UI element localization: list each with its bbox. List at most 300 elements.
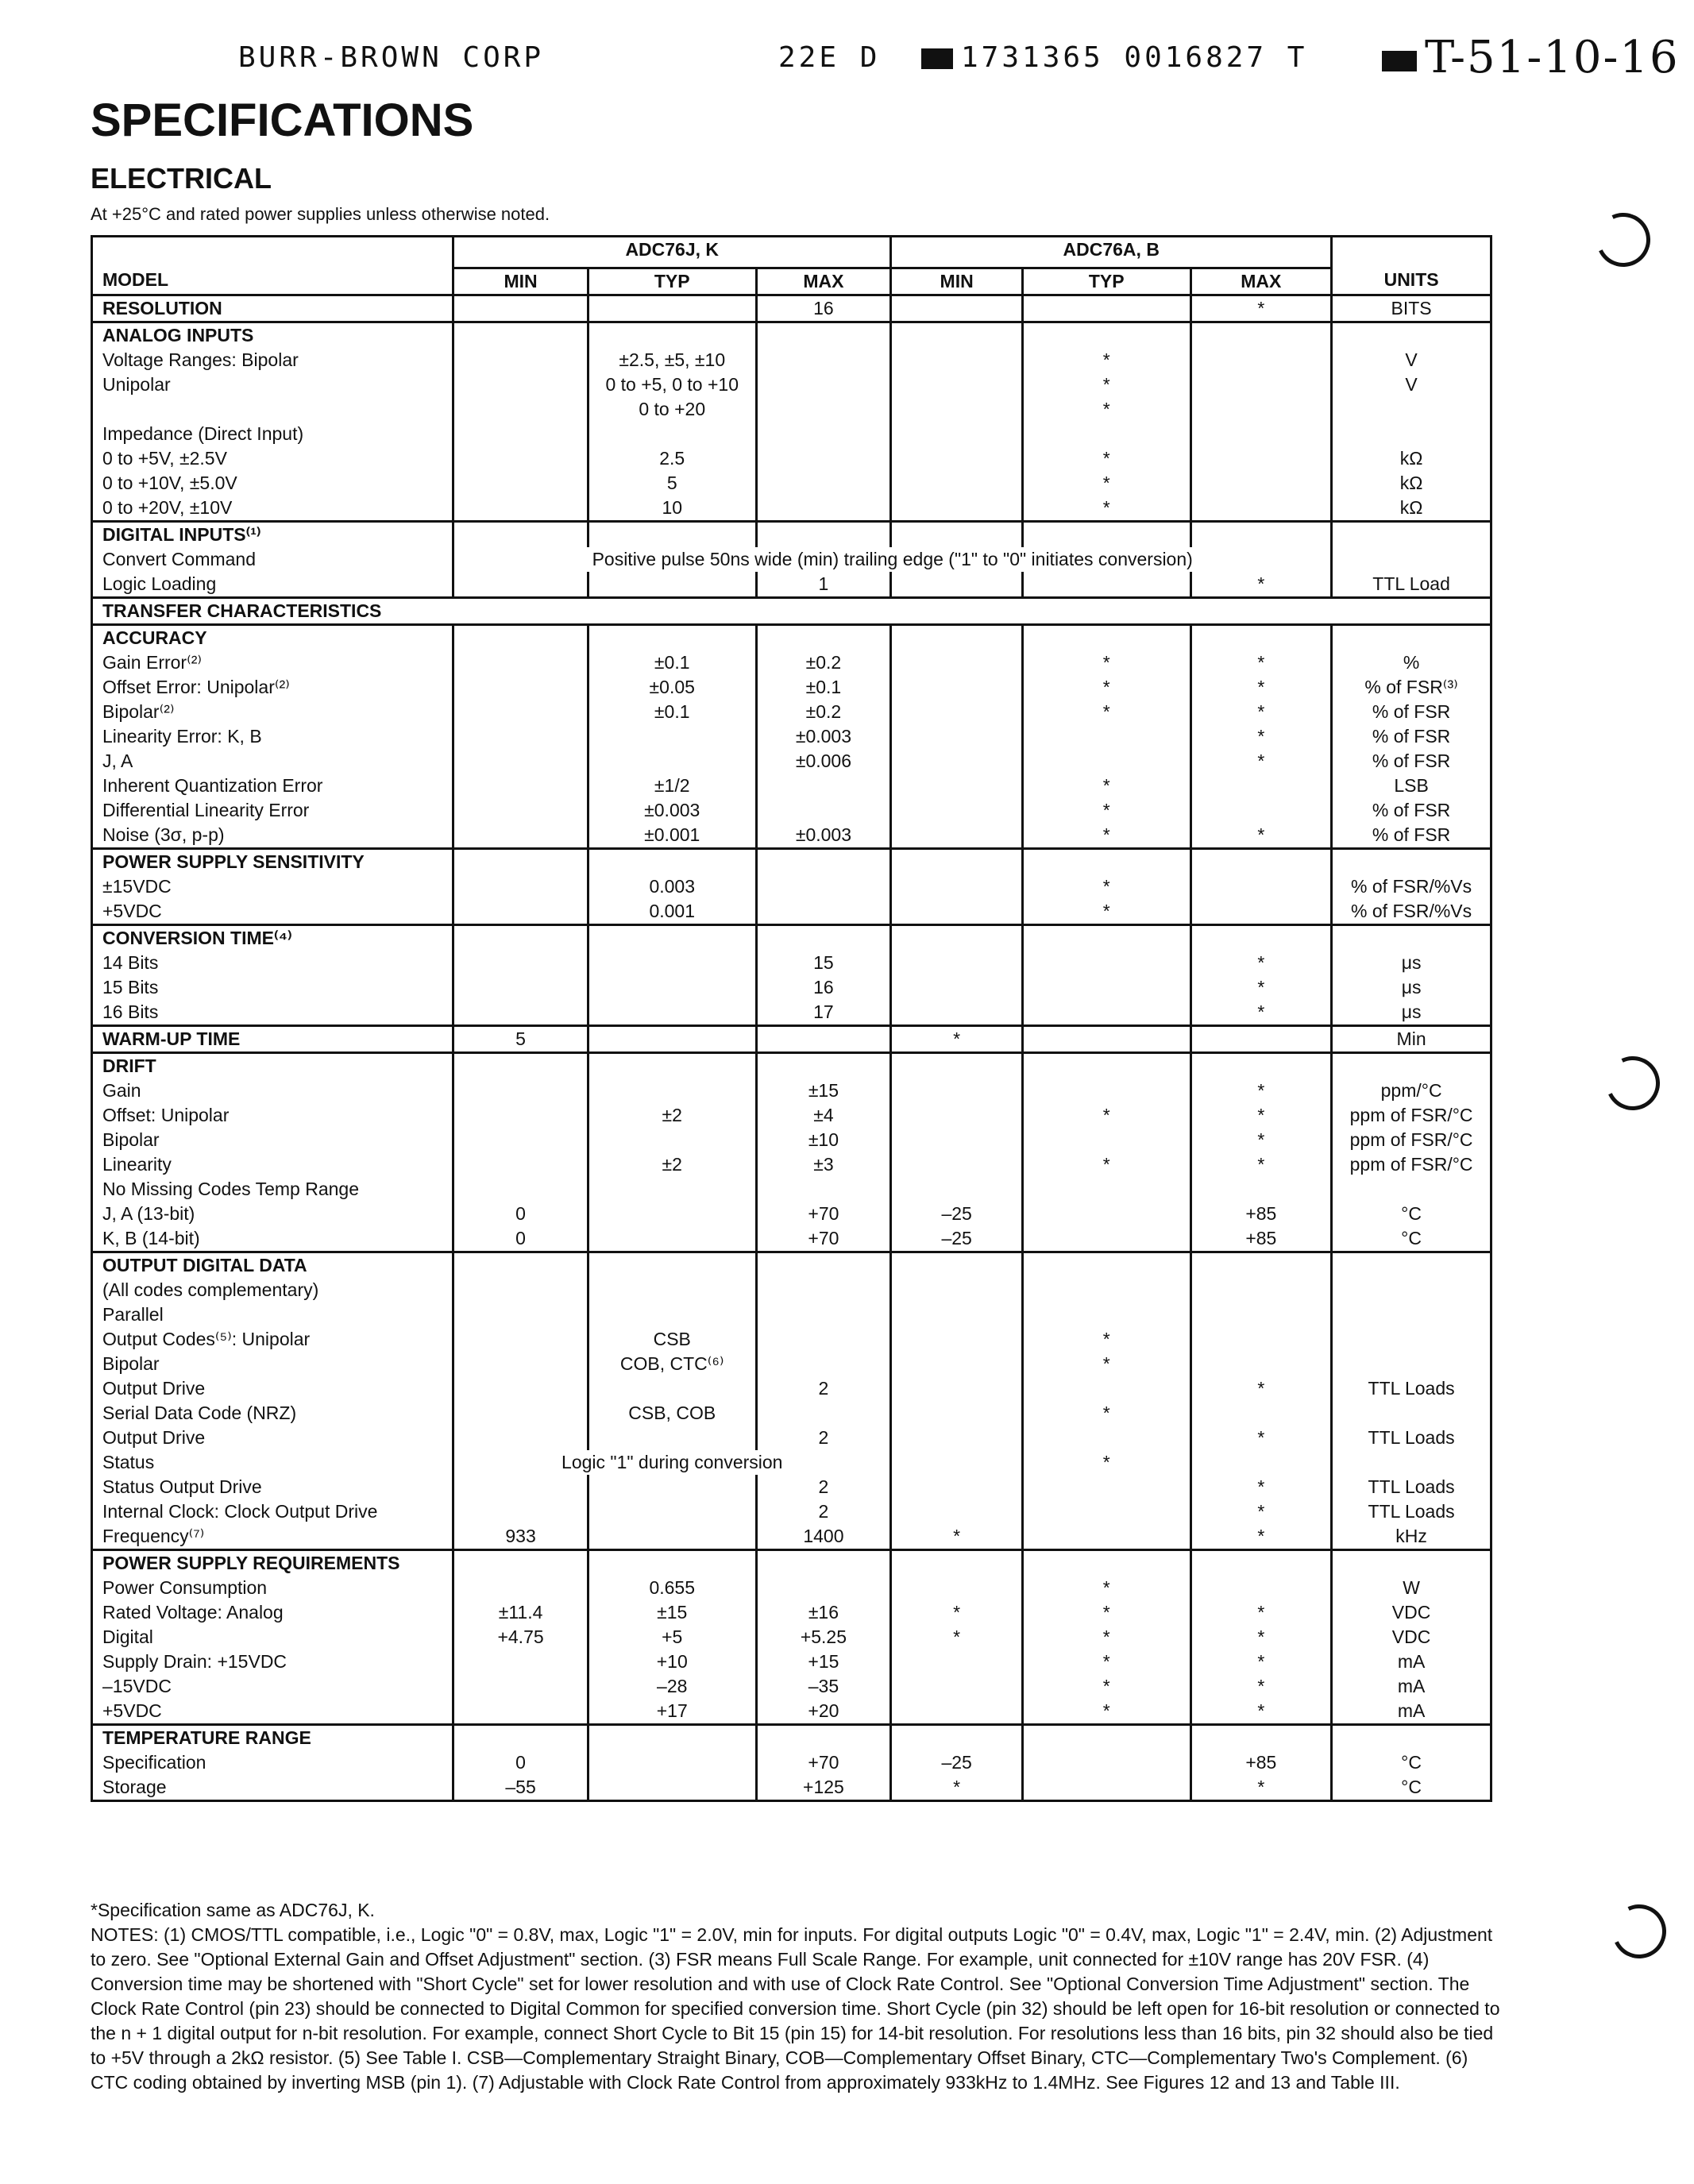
table-row (92, 1401, 1491, 1426)
row-label: Noise (3σ, p-p) (92, 823, 453, 849)
cell-value: W (1332, 1576, 1491, 1600)
cell-value: BITS (1332, 295, 1491, 322)
cell-value: +70 (756, 1202, 891, 1226)
cell-value: % of FSR (1332, 700, 1491, 724)
cell-value: ±2 (588, 1103, 756, 1128)
table-row (92, 1699, 1491, 1725)
cell-value: –25 (891, 1226, 1023, 1252)
cell-value: * (1022, 1600, 1190, 1625)
table-row (92, 700, 1491, 724)
cell-value: * (1190, 1152, 1332, 1177)
table-row (92, 372, 1491, 397)
cell-value: μs (1332, 1000, 1491, 1026)
table-row (92, 1475, 1491, 1499)
cell-value: * (1190, 675, 1332, 700)
handwritten-code: T-51-10-16 (1382, 32, 1680, 83)
cell-value: * (891, 1775, 1023, 1801)
cell-value: * (1022, 348, 1190, 372)
column-header: TYP (588, 268, 756, 295)
cell-value: °C (1332, 1775, 1491, 1801)
cell-value: * (1190, 572, 1332, 598)
cell-value: ±3 (756, 1152, 891, 1177)
table-row (92, 471, 1491, 496)
cell-value: +85 (1190, 1750, 1332, 1775)
cell-value: +70 (756, 1750, 891, 1775)
cell-value: 15 (756, 951, 891, 975)
table-row (92, 295, 1491, 322)
cell-value: * (1022, 823, 1190, 849)
table-row (92, 1674, 1491, 1699)
catalog-code (921, 41, 1307, 74)
cell-value: 5 (453, 1025, 588, 1052)
notes-block (91, 1898, 1504, 2095)
row-label: 0 to +20V, ±10V (92, 496, 453, 522)
cell-value: * (1190, 749, 1332, 774)
table-row (92, 924, 1491, 951)
row-label: Power Consumption (92, 1576, 453, 1600)
cell-value: ppm of FSR/°C (1332, 1103, 1491, 1128)
cell-value: 0.003 (588, 874, 756, 899)
cell-value: * (1022, 1327, 1190, 1352)
row-label: Bipolar (92, 1128, 453, 1152)
cell-value: 1 (756, 572, 891, 598)
table-row (92, 650, 1491, 675)
cell-value: 2 (756, 1376, 891, 1401)
cell-value: 1400 (756, 1524, 891, 1550)
table-row (92, 1426, 1491, 1450)
cell-value: ±0.1 (588, 700, 756, 724)
table-row (92, 1302, 1491, 1327)
table-bottom (92, 1800, 1491, 1802)
cell-value: μs (1332, 951, 1491, 975)
table-row (92, 1078, 1491, 1103)
row-label: J, A (92, 749, 453, 774)
row-label: ±15VDC (92, 874, 453, 899)
cell-value: 0.655 (588, 1576, 756, 1600)
cell-value: * (1022, 1699, 1190, 1725)
punch-hole (1598, 1048, 1667, 1117)
cell-value: ±0.1 (756, 675, 891, 700)
cell-value: VDC (1332, 1625, 1491, 1650)
cell-value: % of FSR (1332, 798, 1491, 823)
cell-value: * (1190, 724, 1332, 749)
row-label: Bipolar (92, 1352, 453, 1376)
cell-value: °C (1332, 1226, 1491, 1252)
cell-value: 2 (756, 1499, 891, 1524)
cell-value: +70 (756, 1226, 891, 1252)
cell-value: * (1190, 1078, 1332, 1103)
cell-value: * (1190, 1376, 1332, 1401)
row-label: (All codes complementary) (92, 1278, 453, 1302)
table-row (92, 1352, 1491, 1376)
cell-value: * (1190, 1426, 1332, 1450)
cell-value: * (1022, 899, 1190, 925)
cell-value: 0 to +5, 0 to +10 (588, 372, 756, 397)
cell-value: V (1332, 348, 1491, 372)
row-label: Linearity (92, 1152, 453, 1177)
table-row (92, 1499, 1491, 1524)
cell-value: mA (1332, 1650, 1491, 1674)
row-label (92, 397, 453, 422)
cell-value: * (1022, 700, 1190, 724)
table-row (92, 774, 1491, 798)
cell-value: * (1022, 496, 1190, 522)
table-row (92, 1252, 1491, 1278)
cell-value: ±0.2 (756, 700, 891, 724)
table-row (92, 1226, 1491, 1252)
cell-value: 16 (756, 295, 891, 322)
row-label: No Missing Codes Temp Range (92, 1177, 453, 1202)
cell-value: TTL Loads (1332, 1475, 1491, 1499)
cell-value: * (1190, 1674, 1332, 1699)
cell-value: * (1022, 397, 1190, 422)
cell-value: * (1190, 823, 1332, 849)
row-label: ANALOG INPUTS (92, 322, 453, 348)
cell-value: * (1190, 295, 1332, 322)
row-label: POWER SUPPLY SENSITIVITY (92, 848, 453, 874)
row-label: POWER SUPPLY REQUIREMENTS (92, 1549, 453, 1576)
row-label: OUTPUT DIGITAL DATA (92, 1252, 453, 1278)
catalog-code-prefix: 22E D (778, 41, 881, 74)
cell-value: * (1190, 1524, 1332, 1550)
cell-value: * (1022, 372, 1190, 397)
cell-value: 10 (588, 496, 756, 522)
table-row (92, 1724, 1491, 1750)
cell-value: V (1332, 372, 1491, 397)
row-label: Output Drive (92, 1426, 453, 1450)
cell-value: ±11.4 (453, 1600, 588, 1625)
table-row: Status Logic "1" during conversion * (92, 1450, 1491, 1475)
cell-value: +125 (756, 1775, 891, 1801)
cell-value: 16 (756, 975, 891, 1000)
cell-value: CSB, COB (588, 1401, 756, 1426)
cell-value: °C (1332, 1750, 1491, 1775)
row-label: Serial Data Code (NRZ) (92, 1401, 453, 1426)
cell-value: * (1190, 1499, 1332, 1524)
company-name: BURR-BROWN CORP (238, 41, 545, 74)
cell-value: ±0.003 (756, 724, 891, 749)
cell-value: kΩ (1332, 446, 1491, 471)
cell-value: * (1022, 1401, 1190, 1426)
punch-hole (1588, 205, 1657, 274)
cell-value: % of FSR (1332, 823, 1491, 849)
cell-value: % of FSR (1332, 749, 1491, 774)
cell-value: ±1/2 (588, 774, 756, 798)
table-row (92, 951, 1491, 975)
row-label: 15 Bits (92, 975, 453, 1000)
cell-value: * (891, 1625, 1023, 1650)
table-row (92, 1625, 1491, 1650)
table-row (92, 1549, 1491, 1576)
row-label: Impedance (Direct Input) (92, 422, 453, 446)
cell-value: * (1190, 1699, 1332, 1725)
table-row (92, 1600, 1491, 1625)
table-header-groups (92, 237, 1491, 268)
cell-value: % of FSR⁽³⁾ (1332, 675, 1491, 700)
row-label: 16 Bits (92, 1000, 453, 1026)
cell-value: % of FSR (1332, 724, 1491, 749)
catalog-code-numbers: 1731365 0016827 T (961, 41, 1308, 74)
table-row (92, 1177, 1491, 1202)
row-label: Digital (92, 1625, 453, 1650)
table-row (92, 422, 1491, 446)
cell-value: * (1022, 1103, 1190, 1128)
cell-value: * (1022, 1576, 1190, 1600)
table-row (92, 496, 1491, 522)
units-header: UNITS (1332, 268, 1491, 295)
cell-value: –28 (588, 1674, 756, 1699)
cell-value: * (1022, 774, 1190, 798)
cell-value: +85 (1190, 1202, 1332, 1226)
table-row (92, 823, 1491, 849)
row-label: J, A (13-bit) (92, 1202, 453, 1226)
row-label: RESOLUTION (92, 295, 453, 322)
row-label: Logic Loading (92, 572, 453, 598)
cell-value: * (1190, 650, 1332, 675)
table-row (92, 446, 1491, 471)
group-header: ADC76A, B (891, 237, 1332, 268)
table-row (92, 675, 1491, 700)
cell-value: +15 (756, 1650, 891, 1674)
cell-value: * (1022, 471, 1190, 496)
cell-value: ±0.001 (588, 823, 756, 849)
span-note: Positive pulse 50ns wide (min) trailing edge ("1" to "0" initiates conversion) (453, 547, 1332, 572)
cell-value: * (1022, 874, 1190, 899)
cell-value: kΩ (1332, 471, 1491, 496)
table-row (92, 1376, 1491, 1401)
cell-value: μs (1332, 975, 1491, 1000)
cell-value: COB, CTC⁽⁶⁾ (588, 1352, 756, 1376)
row-label: +5VDC (92, 899, 453, 925)
table-row (92, 1202, 1491, 1226)
table-row (92, 1152, 1491, 1177)
row-label: Voltage Ranges: Bipolar (92, 348, 453, 372)
cell-value: –25 (891, 1750, 1023, 1775)
table-row (92, 1775, 1491, 1801)
table-row (92, 1750, 1491, 1775)
cell-value: * (1190, 975, 1332, 1000)
table-row (92, 874, 1491, 899)
cell-value: TTL Loads (1332, 1499, 1491, 1524)
cell-value: * (1022, 446, 1190, 471)
row-label: Parallel (92, 1302, 453, 1327)
row-label: Bipolar⁽²⁾ (92, 700, 453, 724)
table-row (92, 1650, 1491, 1674)
cell-value: ppm of FSR/°C (1332, 1128, 1491, 1152)
cell-value: ±2 (588, 1152, 756, 1177)
table-row: TRANSFER CHARACTERISTICS (92, 597, 1491, 624)
cell-value: * (1190, 1625, 1332, 1650)
table-row: Convert Command Positive pulse 50ns wide (min) trailing edge ("1" to "0" initiates conversion) (92, 547, 1491, 572)
cell-value: 933 (453, 1524, 588, 1550)
table-row (92, 975, 1491, 1000)
cell-value: ±0.003 (588, 798, 756, 823)
cell-value: % of FSR/%Vs (1332, 899, 1491, 925)
cell-value: * (1190, 1000, 1332, 1026)
model-header: MODEL (92, 268, 453, 295)
table-row (92, 1327, 1491, 1352)
cell-value: * (1022, 675, 1190, 700)
cell-value: ±15 (756, 1078, 891, 1103)
cell-value: ±2.5, ±5, ±10 (588, 348, 756, 372)
cell-value: mA (1332, 1699, 1491, 1725)
cell-value: +4.75 (453, 1625, 588, 1650)
cell-value: Min (1332, 1025, 1491, 1052)
span-note: Logic "1" during conversion (453, 1450, 891, 1475)
row-label: Storage (92, 1775, 453, 1801)
table-row (92, 798, 1491, 823)
row-label: Inherent Quantization Error (92, 774, 453, 798)
cell-value: –25 (891, 1202, 1023, 1226)
table-row (92, 1052, 1491, 1078)
cell-value: ±15 (588, 1600, 756, 1625)
cell-value: TTL Loads (1332, 1426, 1491, 1450)
table-row (92, 1128, 1491, 1152)
cell-value: ±0.05 (588, 675, 756, 700)
cell-value: kHz (1332, 1524, 1491, 1550)
cell-value: ±0.2 (756, 650, 891, 675)
cell-value: * (1190, 1600, 1332, 1625)
table-row (92, 899, 1491, 925)
row-label: WARM-UP TIME (92, 1025, 453, 1052)
cell-value: * (1190, 1650, 1332, 1674)
cell-value: * (1190, 951, 1332, 975)
cell-value: * (1022, 1674, 1190, 1699)
footnote-star: *Specification same as ADC76J, K. (91, 1900, 375, 1920)
cell-value: 0 to +20 (588, 397, 756, 422)
cell-value: % of FSR/%Vs (1332, 874, 1491, 899)
cell-value: LSB (1332, 774, 1491, 798)
row-label: 14 Bits (92, 951, 453, 975)
section-title: ELECTRICAL (91, 162, 272, 195)
table-header-columns (92, 268, 1491, 295)
cell-value: 0 (453, 1226, 588, 1252)
row-label: Linearity Error: K, B (92, 724, 453, 749)
cell-value: 2.5 (588, 446, 756, 471)
row-label: Offset: Unipolar (92, 1103, 453, 1128)
table-row (92, 848, 1491, 874)
cell-value: ±10 (756, 1128, 891, 1152)
cell-value: * (1022, 1352, 1190, 1376)
cell-value: ±0.006 (756, 749, 891, 774)
row-label: +5VDC (92, 1699, 453, 1725)
table-row (92, 348, 1491, 372)
cell-value: * (1022, 650, 1190, 675)
row-label: –15VDC (92, 1674, 453, 1699)
cell-value: ±0.003 (756, 823, 891, 849)
cell-value: kΩ (1332, 496, 1491, 522)
row-label: Gain (92, 1078, 453, 1103)
row-label: Offset Error: Unipolar⁽²⁾ (92, 675, 453, 700)
punch-hole (1604, 1897, 1673, 1966)
row-label: K, B (14-bit) (92, 1226, 453, 1252)
row-label: ACCURACY (92, 624, 453, 650)
cell-value: +10 (588, 1650, 756, 1674)
cell-value: mA (1332, 1674, 1491, 1699)
cell-value: * (1190, 1103, 1332, 1128)
row-label: Supply Drain: +15VDC (92, 1650, 453, 1674)
spec-table (91, 235, 1492, 1802)
cell-value: * (1190, 1128, 1332, 1152)
cell-value: +5.25 (756, 1625, 891, 1650)
table-row (92, 749, 1491, 774)
cell-value: CSB (588, 1327, 756, 1352)
cell-value: ppm/°C (1332, 1078, 1491, 1103)
cell-value: * (891, 1524, 1023, 1550)
cell-value: 2 (756, 1426, 891, 1450)
cell-value: * (1190, 1775, 1332, 1801)
column-header: MIN (891, 268, 1023, 295)
table-row (92, 1000, 1491, 1026)
row-label: 0 to +10V, ±5.0V (92, 471, 453, 496)
cell-value: +85 (1190, 1226, 1332, 1252)
cell-value: TTL Loads (1332, 1376, 1491, 1401)
row-label: Status Output Drive (92, 1475, 453, 1499)
table-row (92, 322, 1491, 348)
cell-value: ±16 (756, 1600, 891, 1625)
cell-value: VDC (1332, 1600, 1491, 1625)
cell-value: * (1022, 1625, 1190, 1650)
row-label: DIGITAL INPUTS⁽¹⁾ (92, 521, 453, 547)
cell-value: * (1022, 1152, 1190, 1177)
column-header: MAX (1190, 268, 1332, 295)
notes-text: NOTES: (1) CMOS/TTL compatible, i.e., Logic "0" = 0.8V, max, Logic "1" = 2.0V, min for inputs. For digital outputs Logic "0" = 0.4V, max, Logic "1" = 2.4V, min. (2) Adjustment to zero. See "Optional External Gain and Offset Adjustment" section. (3) FSR means Full Scale Range. For example, unit connected for ±10V range has 20V FSR. (4) Conversion time may be shortened with "Short Cycle" set for lower resolution and with use of Clock Rate Control. See "Optional Conversion Time Adjustment" section. The Clock Rate Control (pin 23) should be connected to Digital Common for specified conversion time. Short Cycle (pin 32) should be left open for 16-bit resolution or connected to the n + 1 digital output for n-bit resolution. For example, connect Short Cycle to Bit 15 (pin 15) for 14-bit resolution. For resolutions less than 16 bits, pin 32 should also be tied to +5V through a 2kΩ resistor. (5) See Table I. CSB—Complementary Straight Binary, COB—Complementary Offset Binary, CTC—Complementary Two's Complement. (6) CTC coding obtained by inverting MSB (pin 1). (7) Adjustable with Clock Rate Control from approximately 933kHz to 1.4MHz. See Figures 12 and 13 and Table III. (91, 1924, 1500, 2093)
row-label: Output Drive (92, 1376, 453, 1401)
cell-value: –35 (756, 1674, 891, 1699)
row-label: Internal Clock: Clock Output Drive (92, 1499, 453, 1524)
cell-value: TTL Load (1332, 572, 1491, 598)
table-row (92, 397, 1491, 422)
row-label: Rated Voltage: Analog (92, 1600, 453, 1625)
row-label: Frequency⁽⁷⁾ (92, 1524, 453, 1550)
cell-value: * (1022, 1650, 1190, 1674)
cell-value: * (891, 1025, 1023, 1052)
cell-value: 0.001 (588, 899, 756, 925)
table-row (92, 1103, 1491, 1128)
row-label: Specification (92, 1750, 453, 1775)
cell-value: 17 (756, 1000, 891, 1026)
cell-value: +20 (756, 1699, 891, 1725)
table-row (92, 724, 1491, 749)
row-label: Gain Error⁽²⁾ (92, 650, 453, 675)
cell-value: ±0.1 (588, 650, 756, 675)
cell-value: * (1022, 798, 1190, 823)
column-header: TYP (1022, 268, 1190, 295)
cell-value: ppm of FSR/°C (1332, 1152, 1491, 1177)
cell-value: * (1190, 1475, 1332, 1499)
table-row (92, 521, 1491, 547)
table-row (92, 1524, 1491, 1550)
group-header: ADC76J, K (453, 237, 891, 268)
cell-value: 0 (453, 1750, 588, 1775)
cell-value: 5 (588, 471, 756, 496)
table-row (92, 1576, 1491, 1600)
cell-value: +5 (588, 1625, 756, 1650)
row-label: 0 to +5V, ±2.5V (92, 446, 453, 471)
column-header: MIN (453, 268, 588, 295)
row-label: Differential Linearity Error (92, 798, 453, 823)
row-label: CONVERSION TIME⁽⁴⁾ (92, 924, 453, 951)
cell-value: +17 (588, 1699, 756, 1725)
table-row (92, 572, 1491, 598)
cell-value: % (1332, 650, 1491, 675)
row-label: DRIFT (92, 1052, 453, 1078)
cell-value: ±4 (756, 1103, 891, 1128)
cell-value: 0 (453, 1202, 588, 1226)
cell-value: * (891, 1600, 1023, 1625)
cell-value: * (1190, 700, 1332, 724)
table-row (92, 624, 1491, 650)
